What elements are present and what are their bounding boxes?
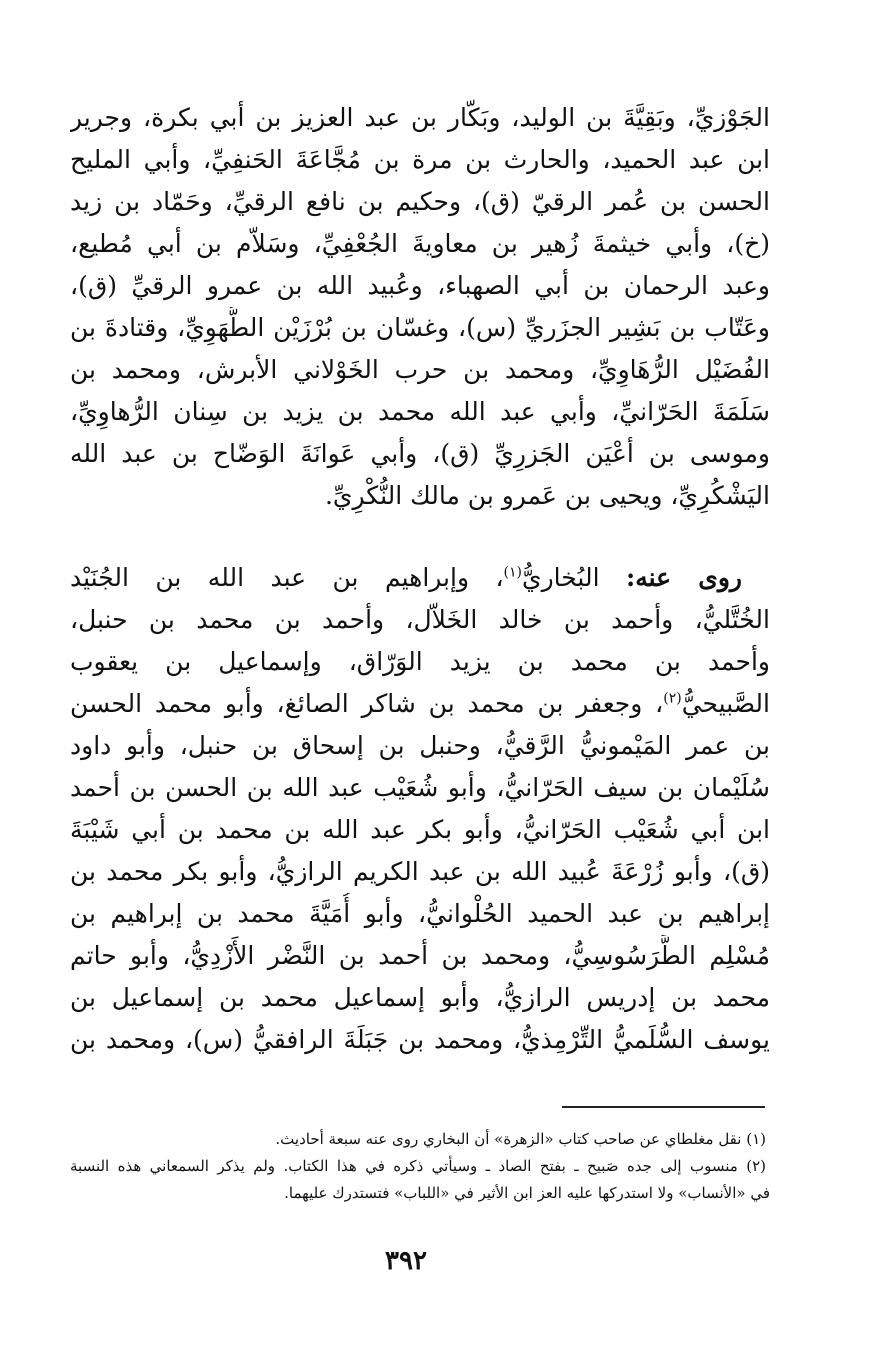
text-line: سُلَيْمان بن سيف الحَرّانيُّ، وأبو شُعَيْب عبد الله بن الحسن بن أحمد <box>70 773 770 802</box>
text-line: يوسف السُّلَميُّ التِّرْمِذيُّ، ومحمد بن جَبَلَةَ الرافقيُّ (س)، ومحمد بن <box>70 1025 770 1054</box>
footnote-1: (١) نقل مغلطاي عن صاحب كتاب «الزهرة» أن البخاري روى عنه سبعة أحاديث. <box>275 1130 766 1148</box>
text-line: محمد بن إدريس الرازيُّ، وأبو إسماعيل محمد بن إسماعيل بن <box>70 983 770 1012</box>
text-line: بن عمر المَيْمونيُّ الرَّقيُّ، وحنبل بن إسحاق بن حنبل، وأبو داود <box>70 731 770 760</box>
text-line: وعبد الرحمان بن أبي الصهباء، وعُبيد الله بن عمرو الرقيِّ (ق)، <box>70 271 770 300</box>
text-fragment: ، وإبراهيم بن عبد الله بن الجُنَيْد <box>70 563 504 592</box>
page-number: ٣٩٢ <box>385 1246 427 1276</box>
text-line: (خ)، وأبي خيثمةَ زُهير بن معاويةَ الجُعْفِيِّ، وسَلاّم بن أبي مُطيع، <box>70 229 770 258</box>
footnote-ref-2: (٢) <box>663 690 682 707</box>
text-line: إبراهيم بن عبد الحميد الحُلْوانيُّ، وأبو أُمَيَّةَ محمد بن إبراهيم بن <box>70 899 770 928</box>
footnote-ref-1: (١) <box>503 564 523 581</box>
text-line: ابن أبي شُعَيْب الحَرّانيُّ، وأبو بكر عبد الله بن محمد بن أبي شَيْبَةَ <box>70 815 770 844</box>
text-line: اليَشْكُرِيِّ، ويحيى بن عَمرو بن مالك النُّكْرِيِّ. <box>324 481 770 510</box>
text-line: ابن عبد الحميد، والحارث بن مرة بن مُجَّاعَةَ الحَنفِيِّ، وأبي المليح <box>70 145 770 174</box>
section-lead: روى عنه: <box>625 563 742 592</box>
footnote-2-line-1: (٢) منسوب إلى جده صَبيح ـ بفتح الصاد ـ وسيأتي ذكره في هذا الكتاب. ولم يذكر السمعاني هذه النسبة <box>70 1157 766 1175</box>
text-fragment: الصَّبيحيُّ <box>681 689 770 718</box>
text-line: الخُتَّليُّ، وأحمد بن خالد الخَلاّل، وأحمد بن محمد بن حنبل، <box>70 605 770 634</box>
text-line: سَلَمَةَ الحَرّانيِّ، وأبي عبد الله محمد بن يزيد بن سِنان الرُّهاوِيِّ، <box>70 397 770 426</box>
footnote-divider <box>562 1106 765 1108</box>
text-line: الجَوْزيِّ، وبَقِيَّةَ بن الوليد، وبَكّار بن عبد العزيز بن أبي بكرة، وجرير <box>70 103 770 132</box>
paragraph-teachers <box>70 97 770 517</box>
text-line <box>70 683 770 725</box>
text-fragment: البُخاريُّ <box>522 563 600 592</box>
paragraph-students <box>70 557 770 1061</box>
text-line: وعَتّاب بن بَشِير الجزَريِّ (س)، وغسّان بن بُرْزَيْن الطُّهَوِيِّ، وقتادةَ بن <box>70 313 770 342</box>
text-fragment: ، وجعفر بن محمد بن شاكر الصائغ، وأبو محمد الحسن <box>70 689 664 718</box>
text-line: الحسن بن عُمر الرقيّ (ق)، وحكيم بن نافع الرقيِّ، وحَمّاد بن زيد <box>70 187 770 216</box>
text-line: (ق)، وأبو زُرْعَةَ عُبيد الله بن عبد الكريم الرازيُّ، وأبو بكر محمد بن <box>70 857 770 886</box>
text-line: مُسْلِم الطَّرَسُوسِيُّ، ومحمد بن أحمد بن النَّضْر الأَزْدِيُّ، وأبو حاتم <box>70 941 770 970</box>
footnotes <box>70 1126 770 1207</box>
text-line: وموسى بن أعْيَن الجَزرِيِّ (ق)، وأبي عَوانَةَ الوَضّاح بن عبد الله <box>70 439 770 468</box>
text-line: وأحمد بن محمد بن يزيد الوَرّاق، وإسماعيل بن يعقوب <box>70 647 770 676</box>
footnote-2-line-2: في «الأنساب» ولا استدركها عليه العز ابن الأثير في «اللباب» فتستدرك عليهما. <box>284 1184 770 1202</box>
text-line: الفُضَيْل الرُّهَاوِيِّ، ومحمد بن حرب الخَوْلاني الأبرش، ومحمد بن <box>70 355 770 384</box>
text-line <box>70 557 770 599</box>
